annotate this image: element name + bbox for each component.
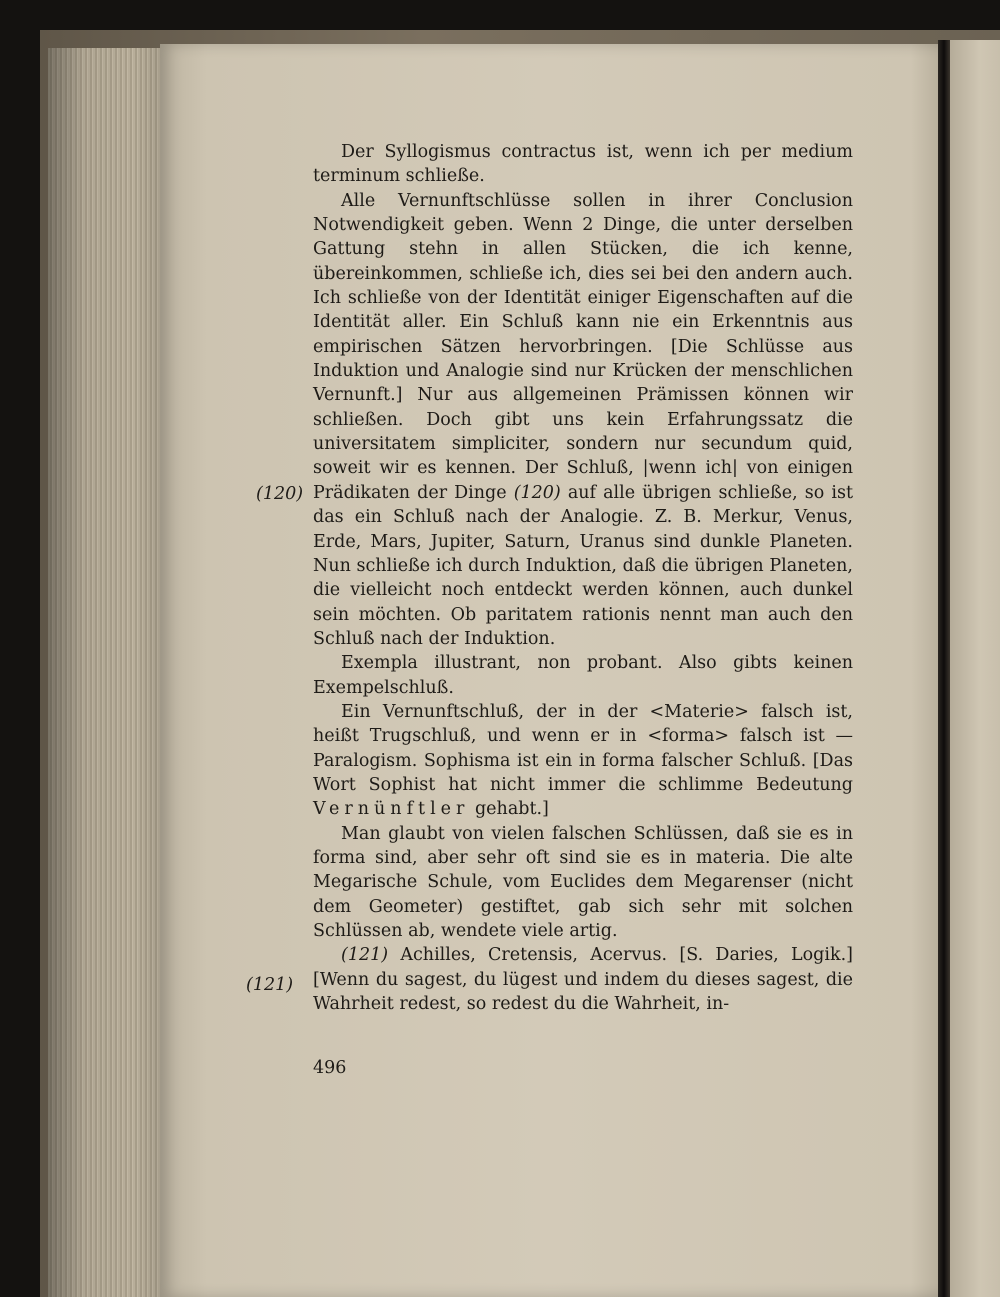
facing-page	[950, 40, 1000, 1297]
paragraph-5: Man glaubt von vielen falschen Schlüssen, daß sie es in forma sind, aber sehr oft sind sie es in materia. Die alte Megarische Schule, vom Euclides dem Megarenser (nicht dem Geometer) gestiftet, gab sich sehr mit solchen Schlüssen ab, wendete viele artig.	[313, 823, 853, 941]
margin-ref-121: (121)	[246, 975, 294, 995]
paragraph-6	[313, 943, 853, 1016]
paragraph-2-part-a: Alle Vernunftschlüsse sollen in ihrer Conclusion Notwendigkeit geben. Wenn 2 Dinge, die unter derselben Gattung stehn in allen Stücken, die ich kenne, übereinkommen, schließe ich, dies sei bei den andern auch. Ich schließe von der Identität einiger Eigenschaften auf die Identität aller. Ein Schluß kann nie ein Erkenntnis aus empirischen Sätzen hervorbringen. [Die Schlüsse aus Induktion und Analogie sind nur Krücken der menschlichen Vernunft.] Nur aus allgemeinen Prämissen können wir schließen. Doch gibt uns kein Erfahrungssatz die universitatem simpliciter, sondern nur secundum quid, soweit wir es kennen. Der Schluß, |wenn ich| von einigen Prädikaten der Dinge	[313, 190, 853, 503]
paragraph-4-part-a: Ein Vernunftschluß, der in der <Materie> falsch ist, heißt Trugschluß, und wenn er in <forma> falsch ist — Paralogism. Sophisma ist ein in forma falscher Schluß. [Das Wort Sophist hat nicht immer die schlimme Bedeutung	[313, 701, 853, 795]
inline-ref-120: (120)	[513, 482, 561, 503]
paragraph-2	[313, 189, 853, 652]
page-body-text	[313, 140, 853, 1016]
paragraph-6-text: Achilles, Cretensis, Acervus. [S. Daries, Logik.] [Wenn du sagest, du lügest und indem du dieses sagest, die Wahrheit redest, so redest du die Wahrheit, in-	[313, 945, 853, 1015]
page-edges	[48, 48, 170, 1297]
paragraph-4	[313, 700, 853, 822]
margin-ref-120: (120)	[256, 484, 304, 504]
spaced-word: Vernünftler	[313, 799, 470, 820]
paragraph-3: Exempla illustrant, non probant. Also gibts keinen Exempelschluß.	[313, 653, 853, 698]
paragraph-1: Der Syllogismus contractus ist, wenn ich per medium terminum schließe.	[313, 142, 853, 187]
paragraph-2-part-b: auf alle übrigen schließe, so ist das ein Schluß nach der Analogie. Z. B. Merkur, Venus, Erde, Mars, Jupiter, Saturn, Uranus sind dunkle Planeten. Nun schließe ich durch Induktion, daß die übrigen Planeten, die vielleicht noch entdeckt werden können, auch dunkel sein möchten. Ob paritatem rationis nennt man auch den Schluß nach der Induktion.	[313, 482, 853, 649]
book-gutter	[938, 40, 950, 1297]
inline-ref-121: (121)	[341, 945, 389, 966]
page-number: 496	[313, 1058, 347, 1078]
paragraph-4-part-b: gehabt.]	[474, 799, 549, 820]
